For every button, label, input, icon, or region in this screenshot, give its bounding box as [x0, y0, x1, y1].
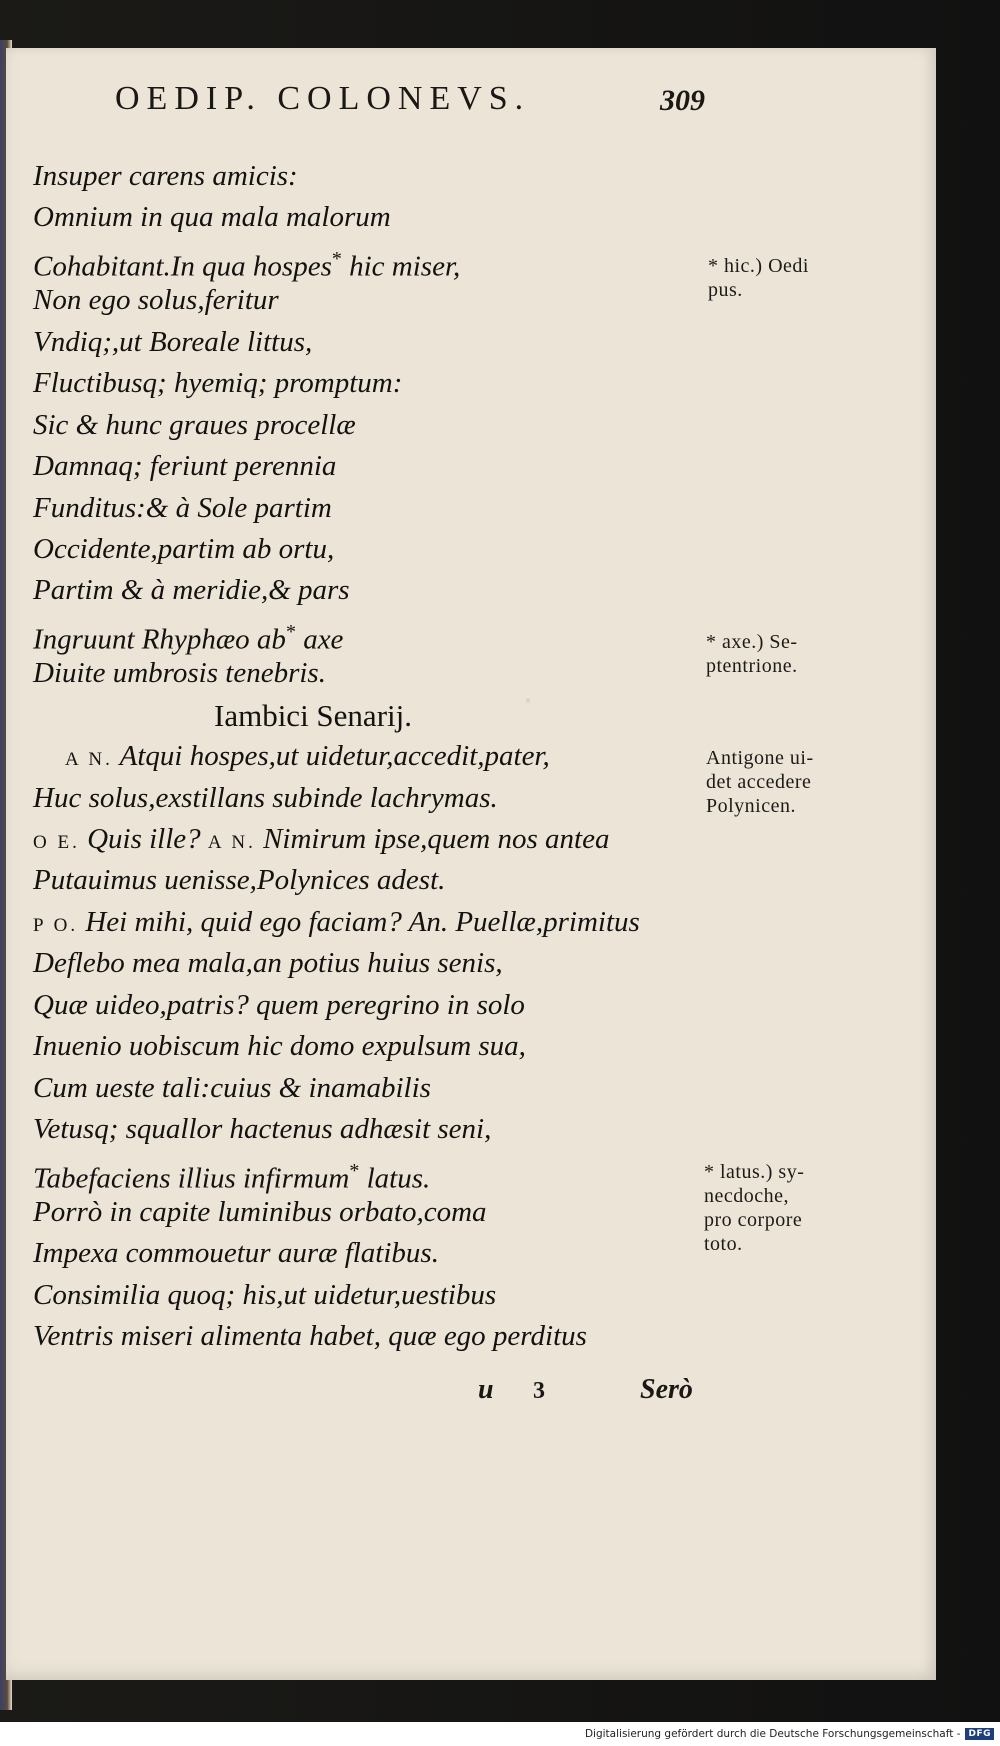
verse-line	[33, 405, 723, 446]
note-line: Polynicen.	[706, 795, 796, 817]
verse-text-segment: Quis ille?	[87, 823, 201, 855]
note-line: ptentrione.	[706, 655, 798, 677]
verse-text-segment: Partim & à meridie,& pars	[33, 574, 350, 607]
verse-text-segment: Quæ uideo,patris? quem peregrino in solo	[33, 988, 525, 1021]
verse-text-segment: Huc solus,exstillans subinde lachrymas.	[33, 781, 498, 814]
verse-text-segment: Hei mihi, quid ego faciam? An. Puellæ,primitus	[85, 905, 640, 938]
verse-line	[33, 1068, 723, 1109]
note-line: Antigone ui-	[706, 747, 814, 769]
verse-text-segment: Ingruunt Rhyphæo ab	[33, 623, 286, 656]
speaker-label: P O.	[33, 914, 79, 936]
note-line: det accedere	[706, 771, 812, 793]
verse-line	[33, 1151, 723, 1195]
credit-text: Digitalisierung gefördert durch die Deutsche Forschungsgemeinschaft -	[584, 1728, 961, 1740]
verse-line	[33, 322, 723, 363]
verse-text-segment: Deflebo mea mala,an potius huius senis,	[33, 947, 503, 980]
page-number: 309	[660, 84, 705, 117]
verse-text-segment: Cum ueste tali:cuius & inamabilis	[33, 1071, 431, 1104]
verse-text	[33, 156, 723, 1358]
note-reference-mark: *	[285, 620, 296, 643]
marginal-note	[704, 1160, 869, 1256]
verse-text-segment: Damnaq; feriunt perennia	[33, 450, 337, 483]
verse-line	[33, 778, 723, 819]
verse-line	[33, 612, 723, 656]
verse-text-segment: Vndiq;,ut Boreale littus,	[33, 325, 313, 358]
verse-line	[33, 1233, 723, 1274]
verse-line	[33, 529, 723, 570]
verse-text-segment: Inuenio uobiscum hic domo expulsum sua,	[33, 1030, 526, 1063]
verse-line	[33, 819, 723, 860]
running-title: OEDIP. COLONEVS.	[115, 80, 531, 117]
speaker-label: A N.	[207, 832, 256, 853]
verse-text-segment: Iambici Senarij.	[214, 697, 412, 733]
section-heading	[33, 695, 513, 736]
verse-text-segment: Atqui hospes,ut uidetur,accedit,pater,	[119, 740, 550, 773]
verse-text-segment: Vetusq; squallor hactenus adhæsit seni,	[33, 1113, 492, 1146]
verse-line	[33, 280, 723, 321]
verse-line	[33, 570, 723, 611]
page-header	[115, 80, 705, 130]
verse-line	[33, 239, 723, 283]
verse-line	[33, 943, 723, 984]
verse-line	[33, 488, 723, 529]
verse-text-segment: Nimirum ipse,quem nos antea	[263, 823, 610, 855]
verse-text-segment: Occidente,partim ab ortu,	[33, 532, 335, 565]
marginal-note	[706, 630, 871, 678]
speaker-label: A N.	[65, 749, 113, 771]
verse-text-segment: Putauimus uenisse,Polynices adest.	[33, 864, 446, 897]
marginal-note	[706, 746, 871, 818]
verse-line	[33, 197, 723, 238]
verse-text-segment: Porrò in capite luminibus orbato,coma	[33, 1195, 487, 1228]
verse-text-segment: Cohabitant.In qua hospes	[33, 250, 332, 283]
verse-text-segment: Omnium in qua mala malorum	[33, 201, 391, 234]
verse-line	[33, 446, 723, 487]
verse-line	[33, 156, 723, 197]
note-line: * axe.) Se-	[706, 631, 798, 653]
note-line: * hic.) Oedi	[708, 255, 809, 277]
verse-text-segment: Tabefaciens illius infirmum	[33, 1162, 350, 1195]
note-line: * latus.) sy-	[704, 1161, 805, 1183]
marginal-note	[708, 254, 873, 302]
verse-text-segment: hic miser,	[341, 250, 461, 283]
verse-text-segment: Fluctibusq; hyemiq; promptum:	[33, 367, 403, 400]
signature-mark-letter: u	[478, 1374, 494, 1405]
verse-text-segment: axe	[295, 623, 344, 656]
note-line: pro corpore	[704, 1209, 803, 1231]
verse-text-segment: latus.	[359, 1162, 431, 1195]
verse-line	[33, 1275, 723, 1316]
speaker-label: O E.	[33, 832, 80, 853]
verse-line	[33, 1026, 723, 1067]
note-line: toto.	[704, 1233, 743, 1255]
signature-mark-number: 3	[533, 1378, 545, 1404]
note-reference-mark: *	[349, 1159, 360, 1182]
verse-line	[33, 860, 723, 901]
verse-text-segment: Consimilia quoq; his,ut uidetur,uestibus	[33, 1278, 497, 1311]
verse-line	[33, 736, 723, 777]
note-line: pus.	[708, 279, 743, 301]
note-reference-mark: *	[331, 247, 342, 270]
verse-text-segment: Non ego solus,feritur	[33, 284, 279, 317]
verse-text-segment: Diuite umbrosis tenebris.	[33, 657, 326, 690]
verse-line	[33, 1109, 723, 1150]
verse-line	[33, 902, 723, 943]
verse-text-segment: Impexa commouetur auræ flatibus.	[33, 1237, 439, 1270]
verse-text-segment: Funditus:& à Sole partim	[33, 491, 332, 524]
catchword: Serò	[640, 1374, 693, 1405]
verse-text-segment: Insuper carens amicis:	[33, 160, 298, 192]
dfg-logo-icon: DFG	[965, 1728, 994, 1740]
verse-line	[33, 985, 723, 1026]
verse-line	[33, 653, 723, 694]
verse-line	[33, 1316, 723, 1357]
verse-text-segment: Ventris miseri alimenta habet, quæ ego perditus	[33, 1320, 587, 1353]
note-line: necdoche,	[704, 1185, 790, 1207]
funding-credit	[585, 1726, 994, 1742]
verse-line	[33, 1192, 723, 1233]
verse-line	[33, 363, 723, 404]
verse-text-segment: Sic & hunc graues procellæ	[33, 408, 356, 441]
